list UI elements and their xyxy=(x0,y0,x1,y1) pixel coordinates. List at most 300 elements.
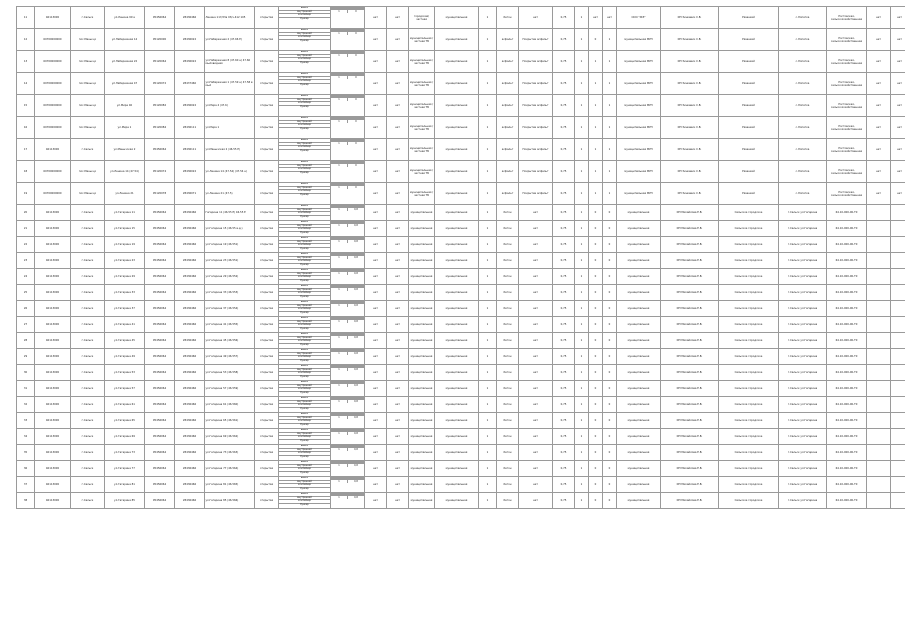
cell-num: 22 xyxy=(17,237,35,253)
cell-c17 xyxy=(867,285,891,301)
cell-c13: ИП Михайлова Е.В. xyxy=(661,365,719,381)
cell-cover-types xyxy=(279,117,331,139)
cell-addr: ул.Гагарина 77 (46.564) xyxy=(205,461,255,477)
cell-addr: ул.Гагарина 57 (46.559) xyxy=(205,381,255,397)
cell-reg: 95456064 xyxy=(145,381,175,397)
cell-rid: 28436022 xyxy=(175,51,205,73)
cell-cover-types xyxy=(279,221,331,237)
cell-c3: муниципальная xyxy=(409,205,435,221)
cell-c18: нет xyxy=(891,51,905,73)
cell-c8: 0,75 xyxy=(553,161,575,183)
cell-c1: нет xyxy=(365,285,387,301)
cell-c1: нет xyxy=(365,51,387,73)
cell-c6: бетон xyxy=(497,477,519,493)
cover-type-label: вывоз xyxy=(279,445,330,449)
cell-c3: муниципальная xyxy=(409,413,435,429)
cover-type-label: бункер xyxy=(300,38,309,42)
cell-c7: нет xyxy=(519,301,553,317)
cell-street: ул.Гагарина 85 xyxy=(105,493,145,509)
cell-c3: муниципальная xyxy=(409,285,435,301)
cell-c15: с.Лопатка xyxy=(779,161,827,183)
cell-container-counts xyxy=(331,29,365,51)
cell-c2: нет xyxy=(387,413,409,429)
cell-c1: нет xyxy=(365,7,387,29)
cell-code: 60700000000 xyxy=(35,183,71,205)
cell-c16: 64.10-000-00-Т0 xyxy=(827,477,867,493)
cell-c18 xyxy=(891,285,905,301)
cell-c7: Покрытие асфальт xyxy=(519,161,553,183)
cell-c13: ИП Михайлова Е.В. xyxy=(661,301,719,317)
count-value: 1 xyxy=(331,368,348,371)
cell-street: ул.Гагарина 65 xyxy=(105,413,145,429)
cell-c14: Сальское городское xyxy=(719,365,779,381)
cell-c7: нет xyxy=(519,381,553,397)
cell-reg: 95456064 xyxy=(145,445,175,461)
cell-num: 25 xyxy=(17,285,35,301)
volume-value: 0,8 xyxy=(354,288,358,291)
cell-c16: Ростовская, сельскохозяйственная xyxy=(827,183,867,205)
cell-c15: с.Лопатка xyxy=(779,29,827,51)
cell-c8: 0,75 xyxy=(553,477,575,493)
cell-code: 46113000 xyxy=(35,493,71,509)
cell-reg: 95456064 xyxy=(145,317,175,333)
cell-c12: муниципальная xyxy=(617,285,661,301)
cover-type-label: вывоз xyxy=(279,183,330,187)
cell-rid: 28436466 xyxy=(175,221,205,237)
cell-c11: 0 xyxy=(603,333,617,349)
cell-cover-types xyxy=(279,29,331,51)
cell-c15: г.Сальск ул.Гагарина xyxy=(779,445,827,461)
cell-c9: 1 xyxy=(575,285,589,301)
cell-c10: 0 xyxy=(589,317,603,333)
cell-c3: муниципальная xyxy=(409,317,435,333)
cell-c9: 1 xyxy=(575,301,589,317)
table-row xyxy=(17,51,905,73)
cell-c1: нет xyxy=(365,397,387,413)
cell-c6: бетон xyxy=(497,413,519,429)
cell-locality: г.Сальск xyxy=(71,205,105,221)
cell-c10: 0 xyxy=(589,333,603,349)
cell-locality: г.Сальск xyxy=(71,445,105,461)
cell-c7: нет xyxy=(519,349,553,365)
cell-c3: муниципальная xyxy=(409,381,435,397)
cell-type: открытая xyxy=(255,413,279,429)
count-value: 1 xyxy=(331,416,348,419)
cell-c17 xyxy=(867,253,891,269)
cover-type-label: внутренний xyxy=(279,99,330,103)
cell-c13: ИП Михайлова Е.В. xyxy=(661,333,719,349)
cell-c16: Ростовская, сельскохозяйственная xyxy=(827,7,867,29)
cell-c4: муниципальная xyxy=(435,29,479,51)
cell-type: открытая xyxy=(255,51,279,73)
cover-type-label: внутренний xyxy=(279,337,330,341)
cover-type-label: бункер xyxy=(300,342,309,346)
cell-c3: муниципальная / частная ТБ xyxy=(409,29,435,51)
cell-addr: ул.Гагарина 69 (46.562) xyxy=(205,429,255,445)
cell-code: 60700000000 xyxy=(35,29,71,51)
cell-c10: 0 xyxy=(589,461,603,477)
cover-type-label: внутренний xyxy=(279,369,330,373)
cover-type-label: бункер xyxy=(300,230,309,234)
cell-c16: 64.10-000-00-Т0 xyxy=(827,253,867,269)
cell-c11: 0 xyxy=(603,253,617,269)
cell-reg: 95456064 xyxy=(145,269,175,285)
cell-c5: 1 xyxy=(479,301,497,317)
cell-container-counts xyxy=(331,365,365,381)
cell-c12: муниципальная xyxy=(617,317,661,333)
cell-type: открытая xyxy=(255,349,279,365)
cell-c3: муниципальная / частная ТБ xyxy=(409,73,435,95)
volume-value: 0 xyxy=(355,54,357,57)
cell-c8: 0,75 xyxy=(553,95,575,117)
cell-c4: муниципальная xyxy=(435,349,479,365)
cell-c9: 1 xyxy=(575,349,589,365)
cell-reg: 95456064 xyxy=(145,461,175,477)
cell-type: открытая xyxy=(255,493,279,509)
cell-cover-types xyxy=(279,183,331,205)
cell-street: ул.Гагарина 41 xyxy=(105,317,145,333)
cell-c14: Сальское городское xyxy=(719,477,779,493)
cell-code: 46113000 xyxy=(35,253,71,269)
cell-c13: ИП Зинкевич С.В. xyxy=(661,7,719,29)
cell-cover-types xyxy=(279,429,331,445)
cell-code: 46113000 xyxy=(35,413,71,429)
cell-c11: 0 xyxy=(603,365,617,381)
cover-type-label: внутренний xyxy=(279,417,330,421)
cell-c17 xyxy=(867,221,891,237)
cell-c17 xyxy=(867,381,891,397)
volume-value: 0,8 xyxy=(354,416,358,419)
cell-c13: ИП Михайлова Е.В. xyxy=(661,253,719,269)
count-value: 1 xyxy=(331,186,348,189)
table-row xyxy=(17,73,905,95)
cell-locality: г.Сальск xyxy=(71,285,105,301)
cell-c9: 1 xyxy=(575,477,589,493)
cell-c13: ИП Михайлова Е.В. xyxy=(661,317,719,333)
cell-reg: 95456064 xyxy=(145,253,175,269)
cell-c18 xyxy=(891,429,905,445)
cell-type: открытая xyxy=(255,253,279,269)
cover-type-label: контейнер xyxy=(279,484,330,488)
cover-type-label: вывоз xyxy=(279,477,330,481)
cell-c12: муниципальная xyxy=(617,333,661,349)
cell-rid: 28436466 xyxy=(175,205,205,221)
cell-locality: пос.Маныч-р xyxy=(71,161,105,183)
table-row xyxy=(17,29,905,51)
cell-type: открытая xyxy=(255,205,279,221)
cell-street: ул.Гагарина 37 xyxy=(105,301,145,317)
cell-locality: г.Сальск xyxy=(71,237,105,253)
cell-c15: г.Сальск ул.Гагарина xyxy=(779,349,827,365)
cell-code: 60700000000 xyxy=(35,95,71,117)
cover-type-label: внутренний xyxy=(279,401,330,405)
cell-c12: муниципальная xyxy=(617,381,661,397)
cell-c8: 0,75 xyxy=(553,51,575,73)
table-row xyxy=(17,333,905,349)
cell-c8: 0,75 xyxy=(553,237,575,253)
cell-c18 xyxy=(891,461,905,477)
volume-value: 0,8 xyxy=(354,256,358,259)
cell-cover-types xyxy=(279,317,331,333)
cover-type-label: внутренний xyxy=(279,385,330,389)
cover-type-label: контейнер xyxy=(279,36,330,40)
cell-c18 xyxy=(891,381,905,397)
cell-c15: г.Сальск ул.Гагарина xyxy=(779,221,827,237)
cell-locality: пос.Маныч-р xyxy=(71,73,105,95)
cell-c6: бетон xyxy=(497,7,519,29)
cell-c11: 0 xyxy=(603,413,617,429)
volume-value: 0,8 xyxy=(354,448,358,451)
cell-addr: ул.Гагарина 85 (46.566) xyxy=(205,493,255,509)
cell-locality: г.Сальск xyxy=(71,221,105,237)
cell-c6: бетон xyxy=(497,205,519,221)
cell-rid: 28436466 xyxy=(175,317,205,333)
cell-c8: 0,75 xyxy=(553,317,575,333)
cell-c13: ИП Михайлова Е.В. xyxy=(661,285,719,301)
cover-type-label: бункер xyxy=(300,422,309,426)
cell-c14: Сальское городское xyxy=(719,333,779,349)
cell-code: 46113000 xyxy=(35,269,71,285)
cell-c17: нет xyxy=(867,73,891,95)
cell-c8: 0,75 xyxy=(553,413,575,429)
cell-c15: г.Сальск ул.Гагарина xyxy=(779,237,827,253)
cell-c16: 64.10-000-00-Т0 xyxy=(827,317,867,333)
cell-c9: 1 xyxy=(575,7,589,29)
table-row xyxy=(17,95,905,117)
cell-c7: нет xyxy=(519,445,553,461)
cell-container-counts xyxy=(331,413,365,429)
cell-c5: 1 xyxy=(479,139,497,161)
cell-c4: муниципальная xyxy=(435,493,479,509)
cell-c13: ИП Зинкевич С.В. xyxy=(661,29,719,51)
cell-locality: пос.Маныч-р xyxy=(71,183,105,205)
cover-type-label: вывоз xyxy=(279,117,330,121)
cell-c8: 0,75 xyxy=(553,445,575,461)
cell-cover-types xyxy=(279,253,331,269)
count-value: 1 xyxy=(331,288,348,291)
cell-c16: 64.10-000-00-Т0 xyxy=(827,221,867,237)
cell-reg: 95456064 xyxy=(145,365,175,381)
cell-c4: муниципальная xyxy=(435,253,479,269)
cell-c6: асфальт xyxy=(497,73,519,95)
cell-c16: 64.10-000-00-Т0 xyxy=(827,237,867,253)
cell-c5: 1 xyxy=(479,381,497,397)
cell-c1: нет xyxy=(365,269,387,285)
cell-c1: нет xyxy=(365,183,387,205)
cover-type-label: контейнер xyxy=(279,244,330,248)
cell-c14: Сальское городское xyxy=(719,349,779,365)
cell-type: открытая xyxy=(255,477,279,493)
cell-code: 46113000 xyxy=(35,317,71,333)
cell-c3: муниципальная / частная ТБ xyxy=(409,139,435,161)
cell-c3: городская/ частная xyxy=(409,7,435,29)
cell-c18: нет xyxy=(891,183,905,205)
cover-type-label: вывоз xyxy=(279,301,330,305)
cell-c18 xyxy=(891,333,905,349)
cell-c10: 0 xyxy=(589,381,603,397)
table-row xyxy=(17,183,905,205)
table-row xyxy=(17,317,905,333)
cell-c3: муниципальная / частная ТБ xyxy=(409,161,435,183)
cell-c4: муниципальная xyxy=(435,117,479,139)
cell-c14: Рязанкий xyxy=(719,161,779,183)
cell-rid: 28436071 xyxy=(175,183,205,205)
count-value: 1 xyxy=(331,54,348,57)
cover-type-label: внутренний xyxy=(279,305,330,309)
cell-c14: Сальское городское xyxy=(719,317,779,333)
cell-c17 xyxy=(867,205,891,221)
cell-c9: 1 xyxy=(575,161,589,183)
volume-value: 0,8 xyxy=(354,320,358,323)
cell-c5: 1 xyxy=(479,183,497,205)
cover-type-label: вывоз xyxy=(279,161,330,165)
cell-c10: 0 xyxy=(589,349,603,365)
cell-container-counts xyxy=(331,349,365,365)
cell-c2: нет xyxy=(387,51,409,73)
cell-c7: нет xyxy=(519,7,553,29)
cell-c18 xyxy=(891,301,905,317)
cell-street: ул.Гагарина 11 xyxy=(105,205,145,221)
cover-type-label: контейнер xyxy=(279,228,330,232)
cell-c10: 0 xyxy=(589,29,603,51)
cell-c10: 0 xyxy=(589,493,603,509)
cell-c14: Сальское городское xyxy=(719,301,779,317)
cell-c17 xyxy=(867,317,891,333)
cell-container-counts xyxy=(331,95,365,117)
cell-c2: нет xyxy=(387,269,409,285)
cover-type-label: вывоз xyxy=(279,7,330,11)
volume-value: 0,8 xyxy=(354,272,358,275)
cell-c1: нет xyxy=(365,221,387,237)
cell-c12: муниципальная xyxy=(617,445,661,461)
cell-c12: муниципальная МУП xyxy=(617,183,661,205)
cell-c11: 0 xyxy=(603,317,617,333)
cell-num: 34 xyxy=(17,429,35,445)
cover-type-label: контейнер xyxy=(279,292,330,296)
cell-container-counts xyxy=(331,333,365,349)
cell-c18 xyxy=(891,269,905,285)
cell-cover-types xyxy=(279,349,331,365)
cell-c6: асфальт xyxy=(497,95,519,117)
cell-type: открытая xyxy=(255,29,279,51)
cell-c2: нет xyxy=(387,381,409,397)
cell-c9: 1 xyxy=(575,445,589,461)
cell-c15: г.Сальск ул.Гагарина xyxy=(779,461,827,477)
cell-c16: 64.10-000-00-Т0 xyxy=(827,301,867,317)
cell-num: 19 xyxy=(17,183,35,205)
cell-c6: асфальт xyxy=(497,161,519,183)
count-value: 1 xyxy=(331,240,348,243)
table-row xyxy=(17,269,905,285)
cover-type-label: контейнер xyxy=(279,212,330,216)
cell-c1: нет xyxy=(365,381,387,397)
cell-num: 18 xyxy=(17,161,35,183)
cell-cover-types xyxy=(279,285,331,301)
cover-type-label: внутренний xyxy=(279,241,330,245)
cell-c1: нет xyxy=(365,161,387,183)
cell-c4: муниципальная xyxy=(435,221,479,237)
cell-c16: 64.10-000-00-Т0 xyxy=(827,365,867,381)
volume-value: 0,8 xyxy=(354,432,358,435)
cell-c17 xyxy=(867,413,891,429)
cell-c3: муниципальная xyxy=(409,301,435,317)
cell-c15: г.Сальск ул.Гагарина xyxy=(779,397,827,413)
cell-locality: г.Сальск xyxy=(71,429,105,445)
cell-type: открытая xyxy=(255,333,279,349)
cell-code: 60700000000 xyxy=(35,73,71,95)
cell-num: 17 xyxy=(17,139,35,161)
cell-c9: 1 xyxy=(575,493,589,509)
cell-c5: 1 xyxy=(479,29,497,51)
cell-container-counts xyxy=(331,237,365,253)
cell-c10: 0 xyxy=(589,365,603,381)
cell-c1: нет xyxy=(365,365,387,381)
table-row xyxy=(17,161,905,183)
cell-c3: муниципальная xyxy=(409,253,435,269)
cell-c2: нет xyxy=(387,461,409,477)
container-sites-table xyxy=(16,6,905,509)
cell-c16: 64.10-000-00-Т0 xyxy=(827,461,867,477)
cell-cover-types xyxy=(279,493,331,509)
cover-type-label: бункер xyxy=(300,126,309,130)
cell-code: 46113000 xyxy=(35,445,71,461)
cell-c15: с.Лопатка xyxy=(779,73,827,95)
cell-c1: нет xyxy=(365,413,387,429)
cell-c6: бетон xyxy=(497,285,519,301)
cell-c10: 1 xyxy=(589,183,603,205)
cell-street: ул.Гагарина 57 xyxy=(105,381,145,397)
cell-c13: ИП Михайлова Е.В. xyxy=(661,445,719,461)
cell-addr: ул.Гагарина 41 (46.555) xyxy=(205,317,255,333)
cell-c14: Сальское городское xyxy=(719,445,779,461)
cell-c14: Рязанкий xyxy=(719,7,779,29)
cell-c7: нет xyxy=(519,397,553,413)
cell-c12: муниципальная МУП xyxy=(617,51,661,73)
cell-c9: 1 xyxy=(575,237,589,253)
cover-type-label: контейнер xyxy=(279,80,330,84)
cover-type-label: бункер xyxy=(300,438,309,442)
table-row xyxy=(17,381,905,397)
cell-c12: муниципальная xyxy=(617,365,661,381)
cell-c12: муниципальная xyxy=(617,221,661,237)
cell-c3: муниципальная xyxy=(409,237,435,253)
cover-type-label: контейнер xyxy=(279,324,330,328)
cover-type-label: бункер xyxy=(300,170,309,174)
cell-code: 46113000 xyxy=(35,139,71,161)
count-value: 1 xyxy=(331,164,348,167)
cover-type-label: внутренний xyxy=(279,497,330,501)
cell-c3: муниципальная xyxy=(409,365,435,381)
cell-num: 15 xyxy=(17,95,35,117)
cell-c15: г.Сальск ул.Гагарина xyxy=(779,301,827,317)
cell-c13: ИП Михайлова Е.В. xyxy=(661,237,719,253)
cell-c2: нет xyxy=(387,205,409,221)
cell-c5: 1 xyxy=(479,221,497,237)
cell-c11: 0 xyxy=(603,269,617,285)
cell-container-counts xyxy=(331,493,365,509)
cell-c15: г.Сальск ул.Гагарина xyxy=(779,333,827,349)
cell-c16: 64.10-000-00-Т0 xyxy=(827,349,867,365)
cell-c2: нет xyxy=(387,221,409,237)
cell-c11: 1 xyxy=(603,73,617,95)
cell-c7: нет xyxy=(519,477,553,493)
cell-num: 28 xyxy=(17,333,35,349)
cover-type-label: бункер xyxy=(300,326,309,330)
cell-cover-types xyxy=(279,95,331,117)
cell-c2: нет xyxy=(387,429,409,445)
cell-c6: асфальт xyxy=(497,51,519,73)
cover-type-label: контейнер xyxy=(279,102,330,106)
